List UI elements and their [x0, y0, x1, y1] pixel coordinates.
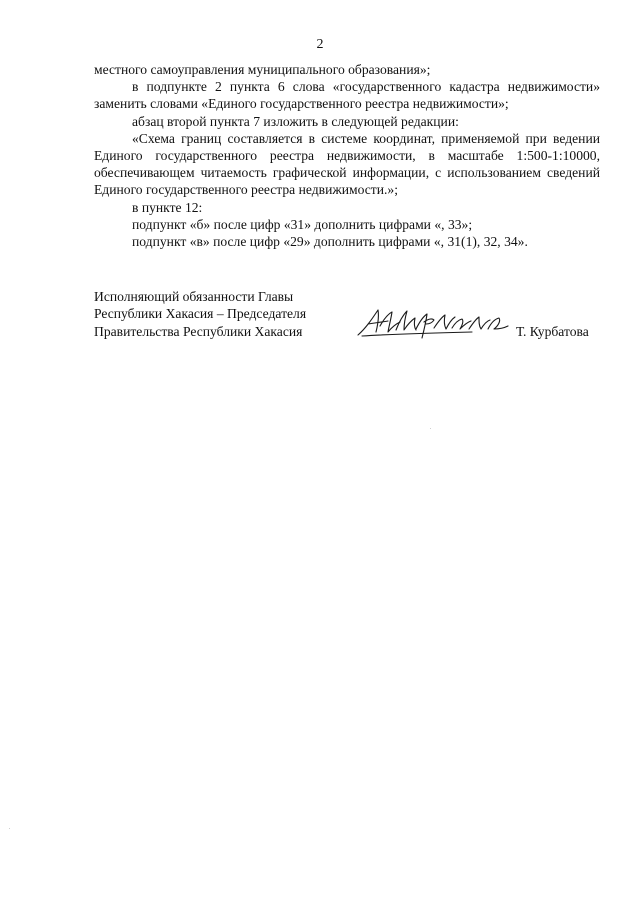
signer-position — [94, 288, 354, 340]
paragraph-continuation: местного самоуправления муниципального образования»; — [94, 62, 431, 77]
scan-speck — [9, 828, 10, 829]
paragraph-point-12: в пункте 12: — [132, 199, 203, 215]
page-number: 2 — [316, 37, 324, 52]
paragraph-amendment-point-7: абзац второй пункта 7 изложить в следующей редакции: — [132, 113, 459, 129]
paragraph-amendment-point-6: в подпункте 2 пункта 6 слова «государственного кадастра недвижимости» заменить словами «Единого государственного реестра недвижимости»; — [94, 79, 600, 112]
document-body — [94, 61, 600, 250]
signature-block — [94, 288, 604, 358]
signer-position-line: Республики Хакасия – Председателя — [94, 306, 307, 322]
handwritten-signature — [352, 302, 512, 340]
paragraph-quoted-text: «Схема границ составляется в системе координат, применяемой при ведении Единого государственного реестра недвижимости, в масштабе 1:500-1:10000, обеспечивающем читаемость графической информации, с использованием сведений Единого государственного реестра недвижимости.»; — [94, 130, 600, 198]
signer-position-line: Правительства Республики Хакасия — [94, 323, 303, 339]
paragraph-subpoint-b: подпункт «б» после цифр «31» дополнить цифрами «, 33»; — [132, 216, 473, 232]
scan-speck — [430, 428, 431, 429]
signer-position-line: Исполняющий обязанности Главы — [94, 289, 294, 304]
signer-name: Т. Курбатова — [516, 324, 589, 339]
paragraph-subpoint-v: подпункт «в» после цифр «29» дополнить цифрами «, 31(1), 32, 34». — [132, 234, 528, 250]
